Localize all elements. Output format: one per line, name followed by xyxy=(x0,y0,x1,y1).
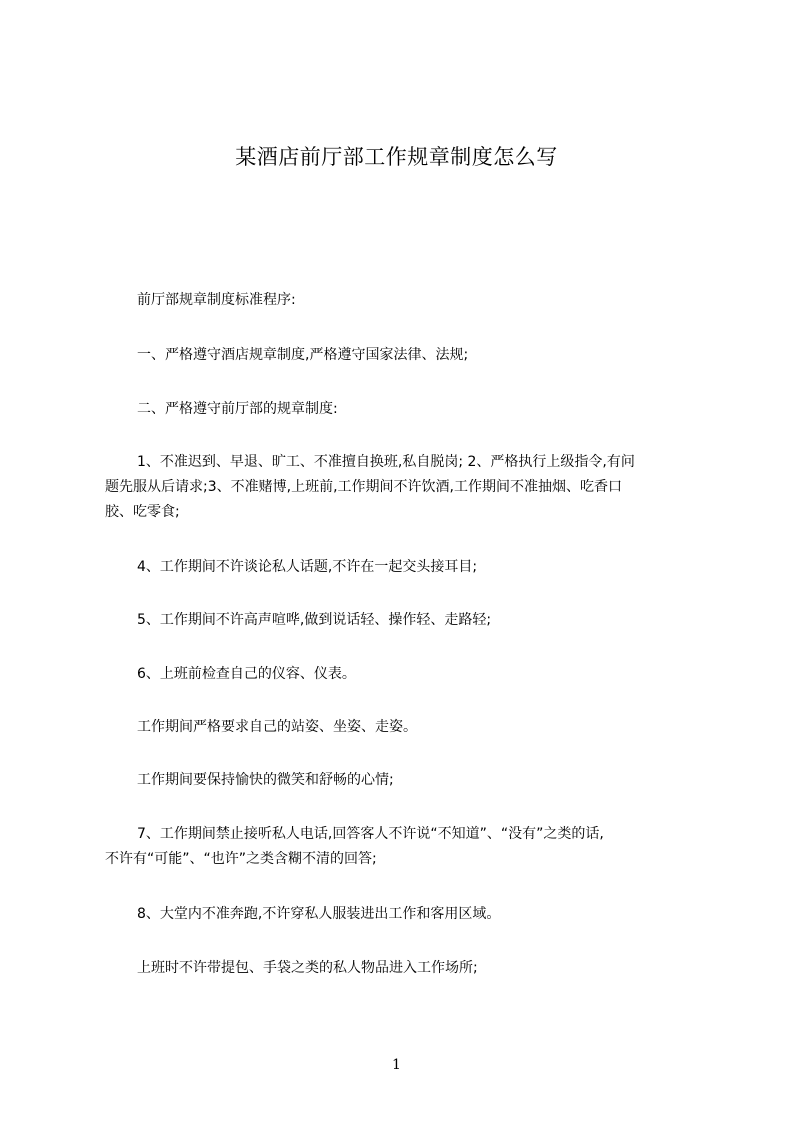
paragraph-line: 工作期间要保持愉快的微笑和舒畅的心情; xyxy=(137,772,394,788)
paragraph-line: 上班时不许带提包、手袋之类的私人物品进入工作场所; xyxy=(137,960,478,976)
paragraph-item-5 xyxy=(105,608,695,632)
paragraph-item-7 xyxy=(105,822,695,872)
paragraph-intro xyxy=(105,288,695,312)
paragraph-item-6 xyxy=(105,662,695,686)
paragraph-line: 工作期间严格要求自己的站姿、坐姿、走姿。 xyxy=(137,719,417,735)
paragraph-rule-1 xyxy=(105,343,695,367)
paragraph-line: 一、严格遵守酒店规章制度,严格遵守国家法律、法规; xyxy=(137,347,469,363)
paragraph-rule-2 xyxy=(105,397,695,421)
paragraph-line: 8、大堂内不准奔跑,不许穿私人服装进出工作和客用区域。 xyxy=(137,906,501,922)
paragraph-line: 二、严格遵守前厅部的规章制度: xyxy=(137,401,338,417)
paragraph-line: 不许有“可能”、“也许”之类含糊不清的回答; xyxy=(105,851,377,867)
paragraph-line: 前厅部规章制度标准程序: xyxy=(137,292,296,308)
paragraph-item-8 xyxy=(105,902,695,926)
paragraph-line: 7、工作期间禁止接听私人电话,回答客人不许说“不知道”、“没有”之类的话, xyxy=(137,826,604,842)
paragraph-items-1-3 xyxy=(105,450,695,525)
paragraph-smile xyxy=(105,768,695,792)
paragraph-line: 1、不准迟到、早退、旷工、不准擅自换班,私自脱岗; 2、严格执行上级指令,有问 xyxy=(137,454,635,470)
paragraph-line: 题先服从后请求;3、不准赌博,上班前,工作期间不许饮酒,工作期间不准抽烟、吃香口 xyxy=(105,479,622,495)
page-number: 1 xyxy=(392,1057,401,1073)
paragraph-item-4 xyxy=(105,555,695,579)
paragraph-posture xyxy=(105,715,695,739)
paragraph-line: 6、上班前检查自己的仪容、仪表。 xyxy=(137,666,356,682)
document-title: 某酒店前厅部工作规章制度怎么写 xyxy=(235,145,558,169)
paragraph-line: 胶、吃零食; xyxy=(105,504,180,520)
paragraph-line: 5、工作期间不许高声喧哗,做到说话轻、操作轻、走路轻; xyxy=(137,612,492,628)
paragraph-line: 4、工作期间不许谈论私人话题,不许在一起交头接耳目; xyxy=(137,559,478,575)
paragraph-belongings xyxy=(105,956,695,980)
